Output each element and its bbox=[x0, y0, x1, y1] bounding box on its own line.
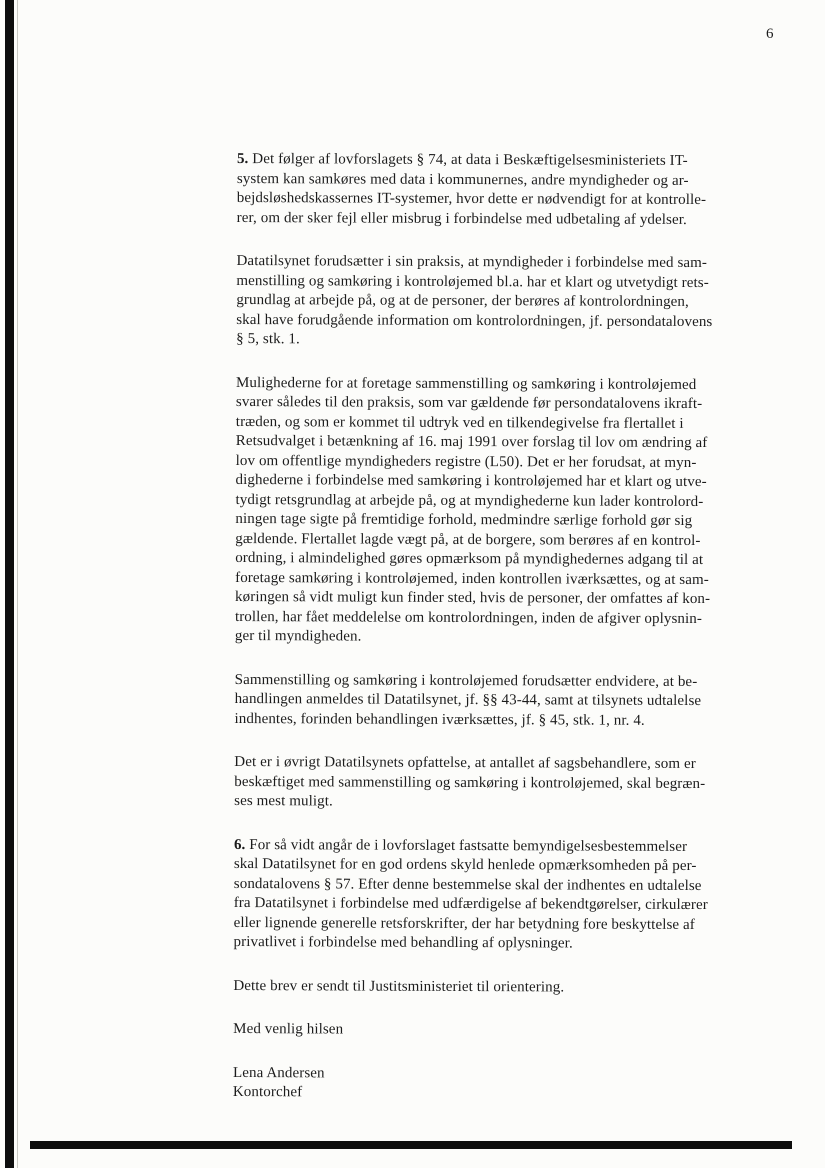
paragraph-text: Det følger af lovforslagets § 74, at data i Beskæftigelsesministeriets IT- system kan samkøres med data i kommunernes, andre myndigheder og ar- bejdsløshedskassernes IT-systemer, hvor dette er nødvendigt for at kontrolle- rer, om der sker fejl eller misbrug i forbindelse med udbetaling af ydelser. bbox=[236, 151, 707, 228]
signature-title: Kontorchef bbox=[232, 1083, 303, 1101]
scan-edge-left-shadow bbox=[17, 0, 18, 1168]
paragraph-item-6 bbox=[233, 835, 814, 955]
paragraph: Mulighederne for at foretage sammenstilling og samkøring i kontroløjemed svarer således til den praksis, som var gældende før persondatalovens ikraft- træden, og som er kommet til udtryk ved en tilkendegivelse fra flertallet i Retsudvalget i betænkning af 16. maj 1991 over forslag til lov om ændring af lov om offentlige myndigheders registre (L50). Det er her forudsat, at myn- dighederne i forbindelse med samkøring i kontroløjemed har et klart og utve- tydigt retsgrundlag at arbejde på, og at myndighederne kun lader kontrolord- ningen tage sigte på fremtidige forhold, medmindre særlige forhold gør sig gældende. Flertallet lagde vægt på, at de borgere, som berøres af en kontrol- ordning, i almindelighed gøres opmærksom på myndighedernes adgang til at foretage samkøring i kontroløjemed, inden kontrollen iværksættes, og at sam- køringen så vidt muligt kun finder sted, hvis de personer, der omfattes af kon- trollen, har fået meddelelse om kontrolordningen, inden de afgiver oplysnin- ger til myndigheden. bbox=[234, 374, 711, 645]
paragraph-number: 6. bbox=[233, 836, 246, 853]
page-number: 6 bbox=[766, 26, 774, 42]
paragraph-number: 5. bbox=[236, 150, 249, 168]
closing-salutation: Med venlig hilsen bbox=[233, 1020, 344, 1038]
paragraph: Sammenstilling og samkøring i kontroløjemed forudsætter endvidere, at be- handlingen anmeldes til Datatilsynet, jf. §§ 43-44, samt at tilsynets udtalelse indhentes, forinden behandlingen iværksættes, jf. § 45, stk. 1, nr. 4. bbox=[234, 671, 702, 729]
paragraph: Datatilsynet forudsætter i sin praksis, at myndigheder i forbindelse med sam- menstilling og samkøring i kontroløjemed bl.a. har et klart og utvetydigt rets- grundlag at arbejde på, og at de personer, der berøres af kontrolordningen, skal have forudgående information om kontrolordningen, jf. persondatalovens § 5, stk. 1. bbox=[236, 252, 713, 348]
signature-name: Lena Andersen bbox=[232, 1064, 325, 1081]
scan-edge-bottom bbox=[30, 1141, 792, 1149]
paragraph: Det er i øvrigt Datatilsynets opfattelse, at antallet af sagsbehandlere, som er beskæftiget med sammenstilling og samkøring i kontroløjemed, skal begræn- ses mest muligt. bbox=[234, 753, 706, 810]
letter-body bbox=[233, 150, 817, 1105]
paragraph-item-5 bbox=[237, 150, 817, 231]
paragraph-text: For så vidt angår de i lovforslaget fastsatte bemyndigelsesbestemmelser skal Datatilsynet for en god ordens skyld henlede opmærksomheden på per- sondatalovens § 57. Efter denne bestemmelse skal der indhentes en udtalelse fra Datatilsynet i forbindelse med udfærdigelse af bekendtgørelser, cirkulærer eller lignende generelle retsforskrifter, der har betydning fore beskyttelse af privatlivet i forbindelse med behandling af oplysninger. bbox=[233, 836, 708, 952]
scan-edge-left bbox=[5, 0, 14, 1168]
cc-note: Dette brev er sendt til Justitsministeriet til orientering. bbox=[233, 977, 565, 995]
signature-block bbox=[233, 1063, 813, 1105]
